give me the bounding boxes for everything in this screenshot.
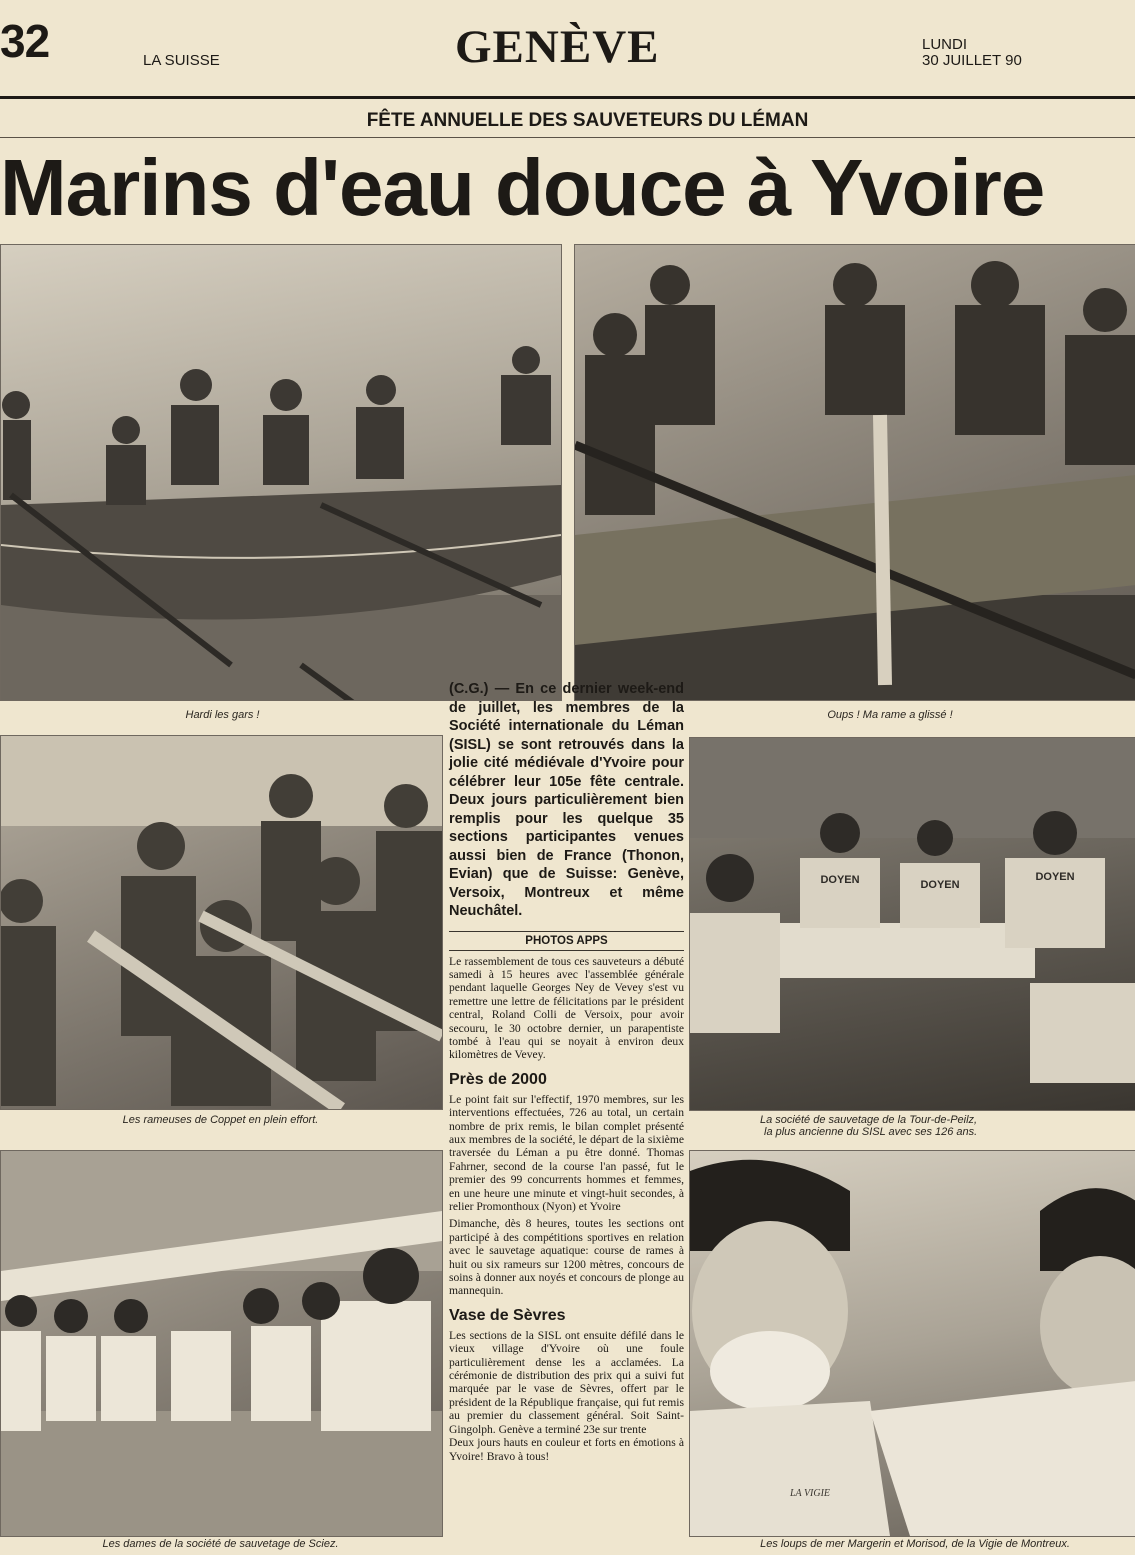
- article-paragraph-4: Les sections de la SISL ont ensuite défilé dans le vieux village d'Yvoire où une foule particulièrement dense les a acclamées. La cérémonie de distribution des prix qui a suivi fut marquée par le vase de Sèvres, offert par le président de la République française, qui fut remis au premier du classement général. Soit Saint-Gingolph. Genève a terminé 23e sur trente: [449, 1328, 684, 1436]
- subhead-pres-de-2000: Près de 2000: [449, 1070, 547, 1088]
- caption-photo4-line2: la plus ancienne du SISL avec ses 126 ans.: [764, 1126, 978, 1138]
- photo-rowers-boat: [0, 244, 562, 701]
- caption-photo4-line1: La société de sauvetage de la Tour-de-Peilz,: [760, 1114, 978, 1126]
- article-lead: (C.G.) — En ce dernier week-end de juillet, les membres de la Société internationale du Léman (SISL) se sont retrouvés dans la jolie cité médiévale d'Yvoire pour célébrer leur 105e fête centrale. Deux jours particulièrement bien remplis pour les quelque 35 sections participantes venues aussi bien de France (Thonon, Evian) que de Suisse: Genève, Versoix, Montreux et même Neuchâtel.: [449, 681, 684, 919]
- photo-credit: PHOTOS APPS: [449, 931, 684, 951]
- header-rule: [0, 96, 1135, 99]
- issue-date: 30 JUILLET 90: [922, 52, 1022, 69]
- article-paragraph-5: Deux jours hauts en couleur et forts en émotions à Yvoire! Bravo à tous!: [449, 1436, 684, 1463]
- caption-photo5: Les dames de la société de sauvetage de Sciez.: [102, 1538, 339, 1550]
- article-paragraph-1: Le rassemblement de tous ces sauveteurs a débuté samedi à 15 heures avec l'assemblée générale pendant laquelle Georges Ney de Vevey s'est vu remettre une lettre de félicitations par le président central, Roland Colli de Versoix, pour avoir secouru, le 30 octobre dernier, un parapentiste tombé à l'eau qui se noyait à environ deux kilomètres de Vevey.: [449, 954, 684, 1062]
- photo-women-rowers: [0, 735, 443, 1110]
- shirt-doyen-1: DOYEN: [820, 874, 860, 886]
- shirt-la-vigie: LA VIGIE: [789, 1488, 831, 1499]
- section-title: GENÈVE: [455, 21, 660, 73]
- kicker: FÊTE ANNUELLE DES SAUVETEURS DU LÉMAN: [366, 110, 809, 131]
- caption-photo4: [760, 1114, 1100, 1138]
- caption-photo1: Hardi les gars !: [185, 709, 260, 721]
- photo-margerin-morisod: [689, 1150, 1135, 1537]
- headline: Marins d'eau douce à Yvoire: [0, 143, 1045, 232]
- caption-photo2: Oups ! Ma rame a glissé !: [827, 709, 953, 721]
- issue-day: LUNDI: [922, 36, 968, 53]
- subhead-vase-de-sevres: Vase de Sèvres: [449, 1306, 566, 1324]
- article-column: [449, 680, 684, 1463]
- kicker-rule: [0, 137, 1135, 138]
- caption-photo3: Les rameuses de Coppet en plein effort.: [122, 1114, 319, 1126]
- article-paragraph-3: Dimanche, dès 8 heures, toutes les sections ont participé à des compétitions sportives en relation avec le sauvetage aquatique: course de rames à huit ou six rameurs sur 1200 mètres, concours de soins à donner aux noyés et concours de plonge au mannequin.: [449, 1217, 684, 1298]
- photo-tour-de-peilz-group: [689, 737, 1135, 1111]
- shirt-doyen-3: DOYEN: [1035, 871, 1075, 883]
- newspaper-name: LA SUISSE: [143, 52, 220, 69]
- page-number: 32: [0, 15, 50, 67]
- article-paragraph-2: Le point fait sur l'effectif, 1970 membres, sur les interventions effectuées, 726 au total, un certain nombre de prix remis, le bilan complet présenté aux membres de la société, le départ de la sixième traversée du Léman a pu être donné. Thomas Fahrner, second de la course l'an passé, fut le premier des 99 concurrents hommes et femmes, en une heure une minute et vingt-huit secondes, à relier Promonthoux (Nyon) et Yvoire: [449, 1092, 684, 1213]
- photo-sciez-ladies: [0, 1150, 443, 1537]
- shirt-doyen-2: DOYEN: [920, 879, 960, 891]
- caption-photo6: Les loups de mer Margerin et Morisod, de la Vigie de Montreux.: [760, 1538, 1070, 1550]
- photo-rowers-closeup: [574, 244, 1135, 701]
